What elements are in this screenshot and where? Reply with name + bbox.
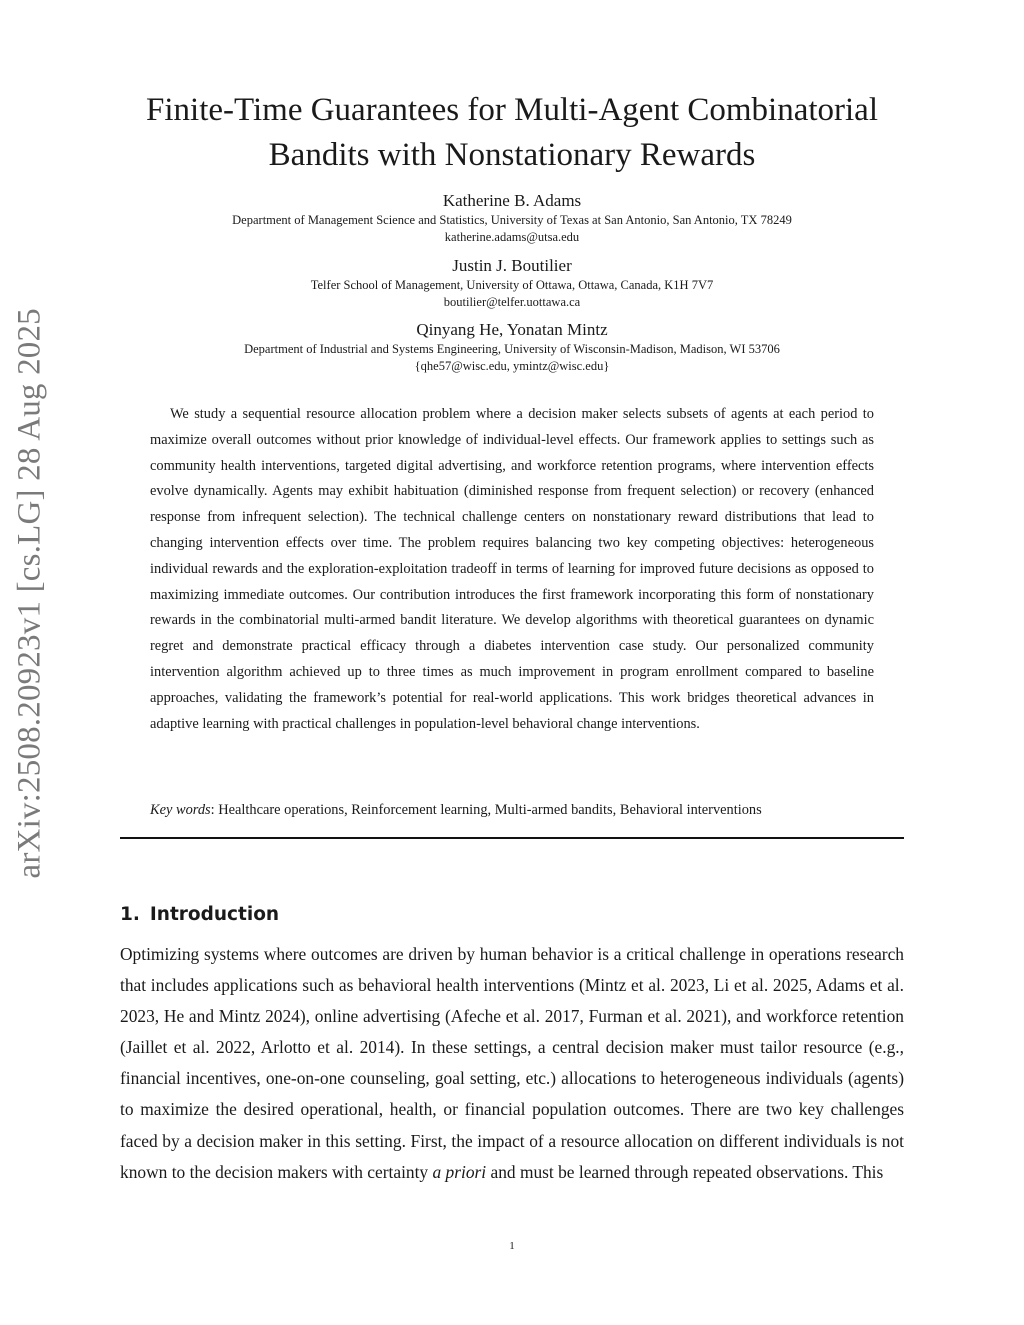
author-name: Justin J. Boutilier [452,256,572,275]
arxiv-identifier: arXiv:2508.20923v1 [cs.LG] 28 Aug 2025 [11,308,48,879]
title-line: Finite-Time Guarantees for Multi-Agent Combinatorial [146,92,878,128]
title-line: Bandits with Nonstationary Rewards [268,136,756,173]
keywords-text: Healthcare operations, Reinforcement learning, Multi-armed bandits, Behavioral interventions [218,802,762,818]
section-title: Introduction [149,904,280,925]
abstract: We study a sequential resource allocation problem where a decision maker selects subsets of agents at each period to maximize overall outcomes without prior knowledge of individual-level effects. Our framework applies to settings such as community health interventions, targeted digital advertising, and workforce retention programs, where intervention effects evolve dynamically. Agents may exhibit habituation (diminished response from frequent selection) or recovery (enhanced response from infrequent selection). The technical challenge centers on nonstationary reward distributions that lead to changing intervention effects over time. The problem requires balancing two key competing objectives: heterogeneous individual rewards and the exploration-exploitation tradeoff in terms of learning for improved future decisions as opposed to maximizing immediate outcomes. Our contribution introduces the first framework incorporating this form of nonstationary rewards in the combinatorial multi-armed bandit literature. We develop algorithms with theoretical guarantees on dynamic regret and demonstrate practical efficacy through a diabetes intervention case study. Our personalized community intervention algorithm achieved up to three times as much improvement in program enrollment compared to baseline approaches, validating the framework’s potential for real-world applications. This work bridges theoretical advances in adaptive learning with practical challenges in population-level behavioral change interventions. [150,406,874,732]
keywords: Key words: Healthcare operations, Reinforcement learning, Multi-armed bandits, Behavioral interventions [150,802,762,818]
section-divider [120,837,904,839]
author-name: Katherine B. Adams [442,191,582,210]
introduction-paragraph [120,939,904,1188]
author-block [100,255,924,311]
author-affiliation: Department of Industrial and Systems Engineering, University of Wisconsin-Madison, Madison, WI 53706 [244,342,780,356]
section-number: 1. [120,904,140,925]
intro-text: and must be learned through repeated observations. This [490,1161,884,1182]
author-block [100,190,924,246]
keywords-label: Key words [150,802,211,818]
paper-title [100,88,924,178]
author-email: boutilier@telfer.uottawa.ca [443,295,581,309]
author-email: katherine.adams@utsa.edu [444,230,580,244]
author-affiliation: Department of Management Science and Statistics, University of Texas at San Antonio, San Antonio, TX 78249 [232,213,792,227]
author-email: {qhe57@wisc.edu, ymintz@wisc.edu} [414,359,610,373]
author-block [100,319,924,375]
intro-text: Optimizing systems where outcomes are driven by human behavior is a critical challenge in operations research that includes applications such as behavioral health interventions (Mintz et al. 2023, Li et al. 2025, Adams et al. 2023, He and Mintz 2024), online advertising (Afeche et al. 2017, Furman et al. 2021), and workforce retention (Jaillet et al. 2022, Arlotto et al. 2014). In these settings, a central decision maker must tailor resource (e.g., financial incentives, one-on-one counseling, goal setting, etc.) allocations to heterogeneous individuals (agents) to maximize the desired operational, health, or financial population outcomes. There are two key challenges faced by a decision maker in this setting. First, the impact of a resource allocation on different individuals is not known to the decision makers with certainty [120,944,904,1182]
page-number: 1 [509,1240,515,1252]
author-name: Qinyang He, Yonatan Mintz [416,320,608,339]
author-affiliation: Telfer School of Management, University of Ottawa, Ottawa, Canada, K1H 7V7 [310,278,714,292]
intro-emphasis: a priori [432,1161,487,1182]
section-heading [120,902,279,928]
